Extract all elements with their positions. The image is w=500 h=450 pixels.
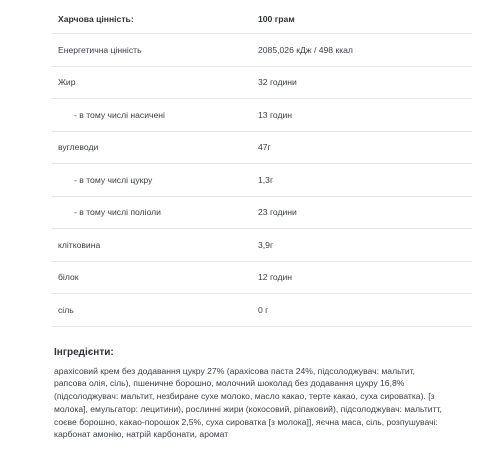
nutrition-value: 2085,026 кДж / 498 ккал: [252, 34, 472, 67]
nutrition-row-polyols: [52, 196, 472, 229]
nutrition-label: вуглеводи: [52, 131, 252, 164]
nutrition-header-value: 100 грам: [252, 5, 472, 34]
nutrition-header-label: Харчова цінність:: [52, 5, 252, 34]
product-info: [52, 5, 472, 441]
nutrition-label: Енергетична цінність: [52, 34, 252, 67]
nutrition-row-energy: [52, 34, 472, 67]
nutrition-value: 0 г: [252, 294, 472, 327]
ingredients-section: [52, 347, 472, 442]
nutrition-row-fat: [52, 66, 472, 99]
nutrition-value: 47г: [252, 131, 472, 164]
nutrition-label: білок: [52, 261, 252, 294]
nutrition-value: 13 годин: [252, 99, 472, 132]
nutrition-value: 23 години: [252, 196, 472, 229]
nutrition-row-carbohydrates: [52, 131, 472, 164]
nutrition-label: - в тому числі поліоли: [52, 196, 252, 229]
nutrition-row-sugar: [52, 164, 472, 197]
nutrition-row-saturated: [52, 99, 472, 132]
nutrition-value: 3,9г: [252, 229, 472, 262]
nutrition-table: [52, 5, 472, 327]
nutrition-value: 1,3г: [252, 164, 472, 197]
nutrition-header-row: [52, 5, 472, 34]
nutrition-label: Жир: [52, 66, 252, 99]
nutrition-value: 32 години: [252, 66, 472, 99]
ingredients-text: арахісовий крем без додавання цукру 27% (арахісова паста 24%, підсолоджувач: мальтит, рапсова олія, сіль), пшеничне борошно, молочний шоколад без додавання цукру 16,8% (підсолоджувач: мальтит, незбиране сухе молоко, масло какао, терте какао, суха сироватка). [з молока], емульгатор: лецитини), рослинні жири (кокосовий, ріпаковий), підсолоджувач: мальтитт, соєве борошно, какао-порошок 2,5%, суха сироватка [з молока]], яєчна маса, сіль, розпушувачі: карбонат амонію, натрій карбонати, аромат: [54, 365, 442, 440]
nutrition-value: 12 годин: [252, 261, 472, 294]
nutrition-row-protein: [52, 261, 472, 294]
nutrition-label: - в тому числі насичені: [52, 99, 252, 132]
nutrition-label: клітковина: [52, 229, 252, 262]
ingredients-title: Інгредієнти:: [54, 346, 114, 358]
nutrition-label: - в тому числі цукру: [52, 164, 252, 197]
nutrition-row-salt: [52, 294, 472, 327]
nutrition-row-fiber: [52, 229, 472, 262]
nutrition-label: сіль: [52, 294, 252, 327]
